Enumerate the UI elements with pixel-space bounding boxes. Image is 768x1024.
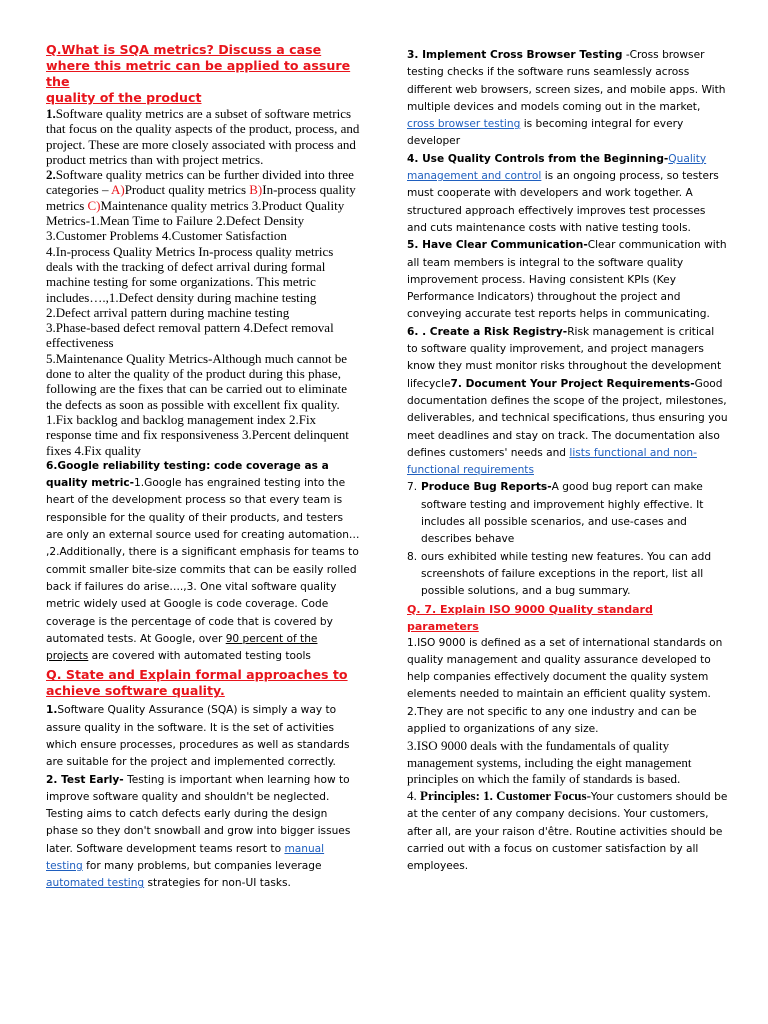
paragraph-iso-1: 1.ISO 9000 is defined as a set of international standards on quality management and quality assurance developed to help companies effectively document the quality system elements needed to maintain an efficient quality system. [407,636,723,701]
link-automated-testing[interactable]: automated testing [46,877,145,890]
paragraph-sqa-definition: 1.Software Quality Assurance (SQA) is simply a way to assure quality in the software. It is the set of activities which ensure processes, procedures as well as standards are suitable for the project and implemented correctly. [46,704,350,769]
paragraph-cross-browser: 3. Implement Cross Browser Testing -Cross browser testing checks if the software runs seamlessly across different web browsers, screen sizes, and mobile apps. With multiple devices and models coming out in the market, cross browser testing is becoming integral for every developer [407,49,726,148]
paragraph-fix-list: 1.Fix backlog and backlog management index 2.Fix response time and fix responsiveness 3.Percent delinquent fixes 4.Fix quality [46,411,349,458]
paragraph-maintenance: 5.Maintenance Quality Metrics-Although much cannot be done to alter the quality of the product during this phase, following are the fixes that can be carried out to eliminate the defects as soon as possible with excellent fix quality. [46,350,348,412]
paragraph-1: 1.Software quality metrics are a subset of software metrics that focus on the quality aspects of the product, process, and project. These are more closely associated with process and product metrics than with project metrics. [46,106,360,167]
paragraph-iso-principles: 4. Principles: 1. Customer Focus-Your customers should be at the center of any company decisions. Your customers, after all, are your raison d'être. Routine activities should be carried out with a focus on customer satisfaction by all employees. [407,788,728,873]
paragraph-2: 2.Software quality metrics can be further divided into three categories – A)Product quality metrics B)In-process quality metrics C)Maintenance quality metrics 3.Product Quality Metrics-1.Mean Time to Failure 2.Defect Density 3.Customer Problems 4.Customer Satisfaction [46,167,356,244]
heading-sqa-metrics: Q.What is SQA metrics? Discuss a case where this metric can be applied to assure the quality of the product [46,42,351,105]
paragraph-google: 6.Google reliability testing: code coverage as a quality metric-1.Google has engrained testing into the heart of the development process so that every team is responsible for the quality of their products, and testers are only an external source used for creating automation… ,2.Additionally, there is a significant emphasis for teams to commit smaller bite-size commits that can be easily rolled back if failures do arise….,3. One vital software quality metric widely used at Google is code coverage. Code coverage is the percentage of code that is covered by automated tests. At Google, over 90 percent of the projects are covered with automated testing tools [46,459,360,663]
heading-formal-approaches: Q. State and Explain formal approaches to achieve software quality. [46,667,348,699]
link-quality-management[interactable]: Quality management and control [407,152,707,183]
paragraph-in-process: 4.In-process Quality Metrics In-process quality metrics deals with the tracking of defect arrival during formal machine testing for some organizations. This metric includes….,1.Defect density during machine testing 2.Defect arrival pattern during machine testing [46,243,334,320]
link-90-percent[interactable]: 90 percent of the projects [46,632,318,663]
link-functional-requirements[interactable]: lists functional and non-functional requirements [407,446,697,477]
right-column [384,0,768,1024]
link-cross-browser-testing[interactable]: cross browser testing [407,118,521,131]
paragraph-iso-2: 2.They are not specific to any one industry and can be applied to organizations of any size. [407,705,697,735]
paragraph-communication: 5. Have Clear Communication-Clear communication with all team members is integral to the software quality improvement process. Having consistent KPIs (Key Performance Indicators) throughout the project and conveying accurate test reports helps in communicating. [407,239,727,321]
paragraph-risk-registry: 6. . Create a Risk Registry-Risk management is critical to software quality improvement, and project managers know they must monitor risks throughout the development lifecycle7. Document Your Project Requirements-Good documentation defines the scope of the project, milestones, deliverables, and technical specifications, thus ensuring you meet deadlines and stay on track. The documentation also defines customers' needs and lists functional and non-functional requirements [407,325,728,477]
paragraph-phase-based: 3.Phase-based defect removal pattern 4.Defect removal effectiveness [46,320,334,351]
list-item-behaviours: 8. ours exhibited while testing new features. You can add screenshots of failure exceptions in the report, list all possible solutions, and a bug summary. [407,550,712,598]
paragraph-quality-controls: 4. Use Quality Controls from the Beginning-Quality management and control is an ongoing process, so testers must cooperate with developers and work together. A structured approach effectively improves test processes and cuts maintenance costs with native testing tools. [407,152,719,234]
list-item-bug-reports: 7. Produce Bug Reports-A good bug report can make software testing and improvement highly effective. It includes all possible scenarios, and use-cases and describes behave [407,481,704,546]
heading-iso-9000: Q. 7. Explain ISO 9000 Quality standard parameters [407,602,653,633]
paragraph-iso-3: 3.ISO 9000 deals with the fundamentals of quality management systems, including the eight management principles on which the family of standards is based. [407,738,692,786]
link-manual-testing[interactable]: manual testing [46,842,325,873]
paragraph-test-early: 2. Test Early- Testing is important when learning how to improve software quality and shouldn't be neglected. Testing aims to catch defects early during the design phase so they don't snowball and grow into bigger issues later. Software development teams resort to manual testing for many problems, but companies leverage automated testing strategies for non-UI tasks. [46,773,351,890]
